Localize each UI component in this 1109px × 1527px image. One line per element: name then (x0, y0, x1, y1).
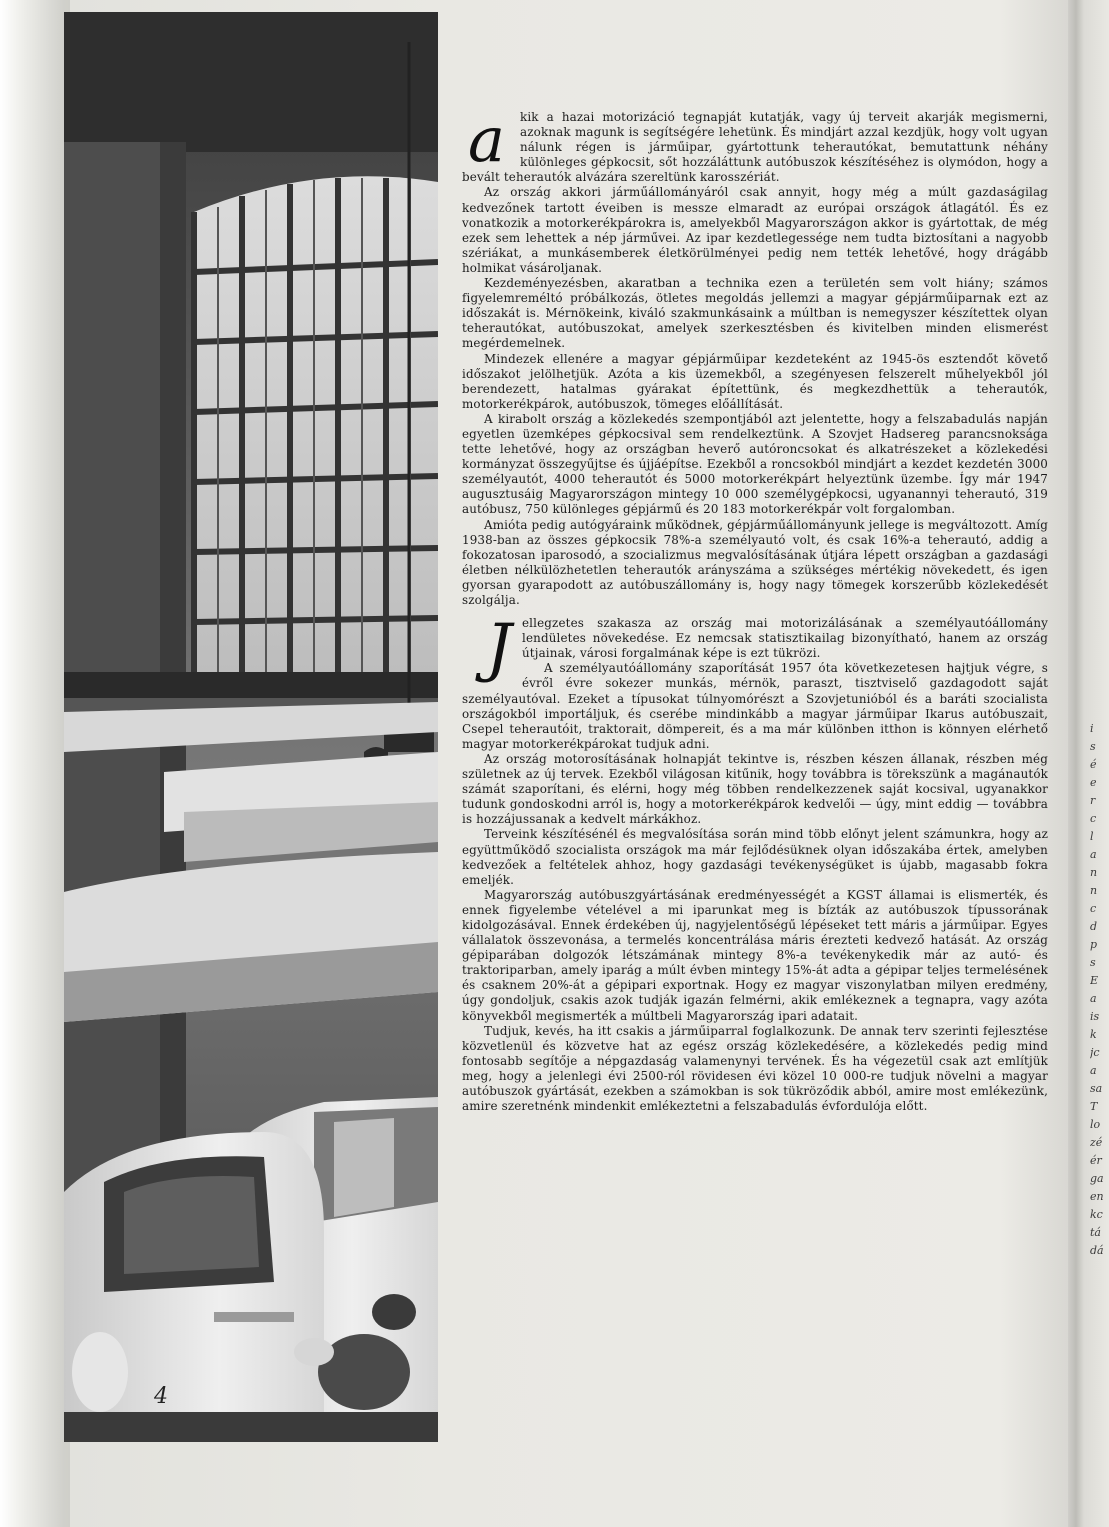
paragraph-4: Mindezek ellenére a magyar gépjárműipar kezdeteként az 1945-ös esztendőt követő időszakot jelölhetjük. Azóta a kis üzemekből, a szegényesen felszerelt műhelyekből jól berendezett, hatalmas gyárakat építettünk, és megkezdhettük a teherautók, motorkerékpárok, autóbuszok, tömeges előállítását. (462, 351, 1048, 411)
intro-text: kik a hazai motorizáció tegnapját kutatják, vagy új terveit akarják megismerni, azoknak magunk is segítségére lehetünk. És mindjárt azzal kezdjük, hogy volt ugyan nálunk régen is járműipar, gyártottunk teherautókat, bemutattunk néhány különleges gépkocsit, sőt hozzáláttunk autóbuszok készítéséhez is olymódon, hogy a bevált teherautók alvázára szereltünk karosszériát. (462, 110, 1048, 185)
paragraph-5: A kirabolt ország a közlekedés szempontjából azt jelentette, hogy a felszabadulás napján egyetlen üzemképes gépkocsival sem rendelkeztünk. A Szovjet Hadsereg parancsnoksága tette lehetővé, hogy az országban heverő autóroncsokat és alkatrészeket a közlekedési kormányzat összegyűjtse és újjáépítse. Ezekből a roncsokból mindjárt a kezdet kezdetén 3000 személyautót, 4000 teherautót és 5000 motorkerékpárt helyeztünk üzembe. Így már 1947 augusztusáig Magyarországon mintegy 10 000 személygépkocsi, ugyanannyi teherautó, 319 autóbusz, 750 különleges gépjármű és 20 183 motorkerékpár volt forgalomban. (462, 411, 1048, 517)
drop-cap-j: J (486, 611, 512, 686)
page-number: 4 (154, 1384, 168, 1409)
paragraph-2: Az ország akkori járműállományáról csak annyit, hogy még a múlt gazdaságilag kedvezőnek tartott éveiben is messze elmaradt az európai országok átlagától. És ez vonatkozik a motorkerékpárokra is, amelyekből Magyarországon akkor is gyártottak, de még ezek sem lehettek a nép járművei. Az ipar kezdetlegessége nem tudta biztosítani a nagyobb szériákat, a munkásemberek életkörülményei pedig nem tették lehetővé, hogy drágább holmikat vásároljanak. (462, 185, 1048, 275)
paragraph-7-text: ellegzetes szakasza az ország mai motorizálásának a személyautóállomány lendületes növekedése. Ez nemcsak statisztikailag bizonyítható, hanem az ország útjainak, városi forgalmának képe is ezt tükrözi. (522, 616, 1048, 661)
paragraph-9: Az ország motorosításának holnapját tekintve is, részben készen állanak, részben még születnek az új tervek. Ezekből világosan kitűnik, hogy továbbra is törekszünk a magánautók számát szaporítani, és elérni, hogy még többen rendelkezzenek saját kocsival, ugyanakkor tudunk gondoskodni arról is, hogy a motorkerékpárok kedvelői — úgy, mint eddig — továbbra is hozzájussanak a kedvelt márkákhoz. (462, 751, 1048, 827)
next-page-bleed-through: i s é e r c l a n n c d p s E a is k jc a sa T lo zé ér ga en kc tá dá (1090, 722, 1104, 1257)
article-body (462, 103, 1048, 1114)
paragraph-11: Magyarország autóbuszgyártásának eredményességét a KGST államai is elismerték, és ennek figyelembe vételével a mi iparunkat meg is bízták az autóbuszok típussorának kidolgozásával. Ennek érdekében új, nagyjelentőségű lépéseket tett máris a járműipar. Egyes vállalatok összevonása, a termelés koncentrálása máris érezteti kedvező hatását. Az ország gépiparában dolgozók létszámának mintegy 8%-a tevékenykedik már az autó- és traktoriparban, amely iparág a múlt évben mintegy 15%-át adta a gépipar teljes termelésének és csaknem 20%-át a gépipari exportnak. Hogy ez magyar viszonylatban milyen eredmény, úgy gondoljuk, csakis azok tudják igazán felmérni, akik emlékeznek a tegnapra, vagy azóta könyvekből megismerték a múltbeli Magyarország ipari adatait. (462, 887, 1048, 1023)
binding-gutter (0, 0, 70, 1527)
paragraph-7 (462, 611, 1048, 686)
photo-illustration (64, 12, 438, 1442)
paragraph-12: Tudjuk, kevés, ha itt csakis a járműiparral foglalkozunk. De annak terv szerinti fejlesztése közvetlenül és közvetve hat az egész ország közlekedésére, a közlekedés pedig mind fontosabb segítője a népgazdaság valamenynyi tervének. És ha végezetül csak azt említjük meg, hogy a jelenlegi évi 2500-ról rövidesen évi közel 10 000-re tudjuk növelni a magyar autóbuszok gyártását, ezekben a számokban is sok tükröződik abból, amire most emlékezünk, amire szeretnénk mindenkit emlékeztetni a felszabadulás évfordulója előtt. (462, 1023, 1048, 1114)
paragraph-6: Amióta pedig autógyáraink működnek, gépjárműállományunk jellege is megváltozott. Amíg 1938-ban az összes gépkocsik 78%-a személyautó volt, és csak 16%-a teherautó, addig a fokozatosan iparosodó, a szocializmus megvalósításának útjára lépett országban a gazdasági életben nélkülözhetetlen teherautók arányszáma a szükséges mértékig növekedett, és igen gyorsan gyarapodott az autóbuszállomány is, hogy nagy tömegek korszerűbb közlekedését szolgálja. (462, 517, 1048, 607)
section-gap (462, 608, 1048, 616)
paragraph-10: Terveink készítésénél és megvalósítása során mind több előnyt jelent számunkra, hogy az együttműködő szocialista országok ma már fejlődésüknek olyan időszakába értek, amelyben kedvezőek a feltételek ahhoz, hogy gazdasági tevékenységüket is újabb, magasabb fokra emeljék. (462, 827, 1048, 887)
paragraph-3: Kezdeményezésben, akaratban a technika ezen a területén sem volt hiány; számos figyelemreméltó próbálkozás, ötletes megoldás jellemzi a magyar gépjárműiparnak ezt az időszakát is. Mérnökeink, kiváló szakmunkásaink a múltban is nemegyszer készítettek olyan teherautókat, autóbuszokat, amelyek szerkesztésben és kivitelben minden elismerést megérdemelnek. (462, 276, 1048, 351)
drop-cap-a: a (468, 103, 506, 176)
factory-bus-photo (64, 12, 438, 1442)
paragraph-8: A személyautóállomány szaporítását 1957 óta következetesen hajtjuk végre, s évről évre sokezer munkás, mérnök, paraszt, tisztviselő gazdagodott saját személyautóval. Ezeket a típusokat túlnyomórészt a Szovjetunióból és a baráti szocialista országokból importáljuk, és cserébe mindinkább a magyar járműipar Ikarus autóbuszait, Csepel teherautóit, traktorait, dömpereit, és a ma már különben itthon is könnyen elérhető magyar motorkerékpárokat tudjuk adni. (462, 661, 1048, 751)
article-intro (462, 103, 1048, 185)
